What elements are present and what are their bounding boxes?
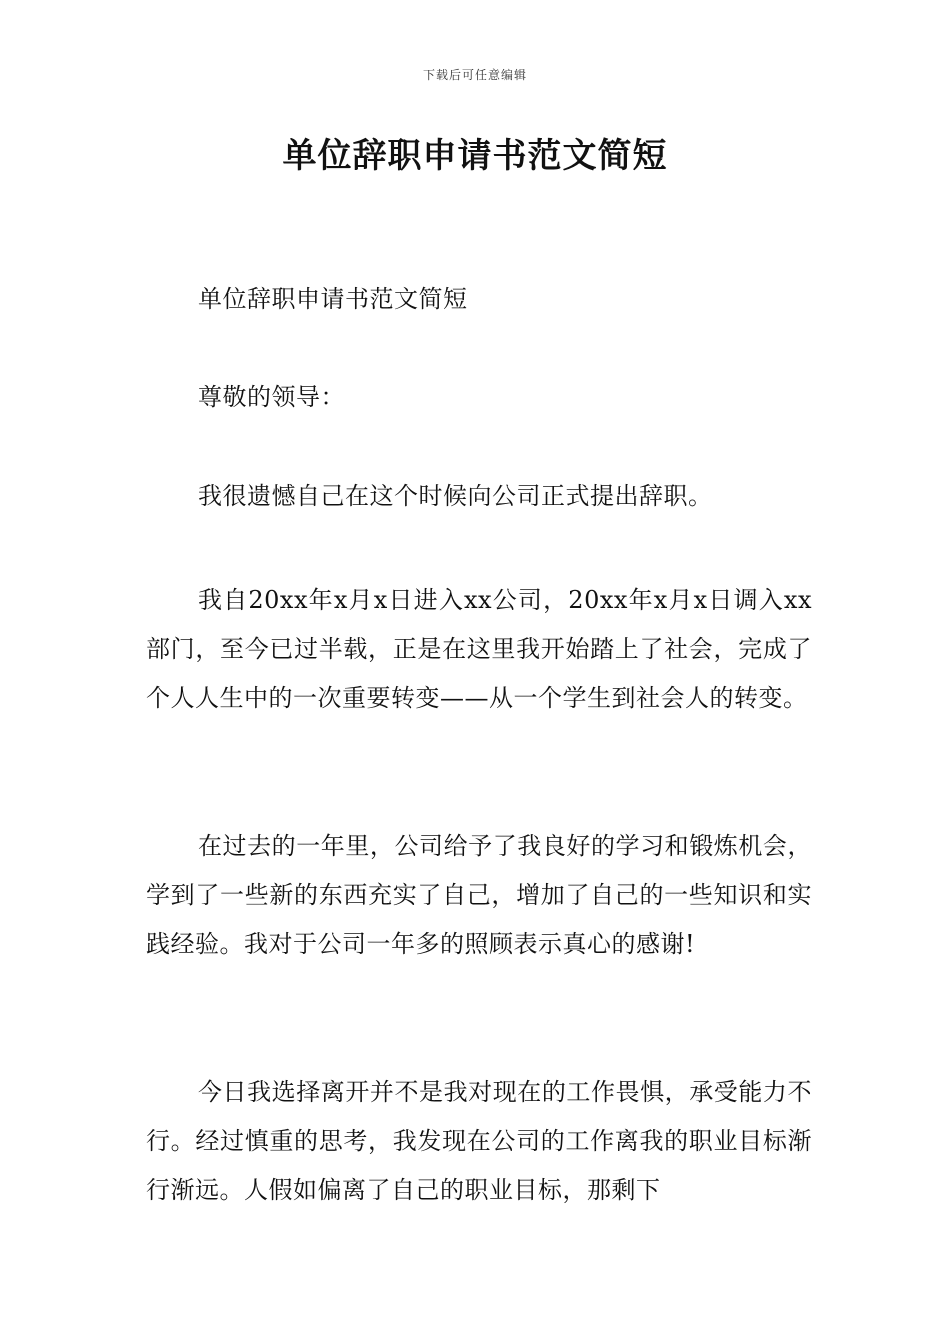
header-note: 下载后可任意编辑 bbox=[422, 68, 527, 82]
paragraph-body: 今日我选择离开并不是我对现在的工作畏惧，承受能力不行。经过慎重的思考，我发现在公司的工作离我的职业目标渐行渐远。人假如偏离了自己的职业目标，那剩下 bbox=[146, 1078, 812, 1204]
paragraph-body: 我自20xx年x月x日进入xx公司，20xx年x月x日调入xx部门，至今已过半载，正是在这里我开始踏上了社会，完成了个人人生中的一次重要转变——从一个学生到社会人的转变。 bbox=[146, 586, 812, 712]
paragraph-salutation: 尊敬的领导： bbox=[198, 383, 345, 411]
paragraph-subtitle: 单位辞职申请书范文简短 bbox=[198, 285, 468, 313]
paragraph-body: 我很遗憾自己在这个时候向公司正式提出辞职。 bbox=[198, 482, 713, 510]
paragraph-body: 在过去的一年里，公司给予了我良好的学习和锻炼机会，学到了一些新的东西充实了自己，增加了自己的一些知识和实践经验。我对于公司一年多的照顾表示真心的感谢! bbox=[146, 832, 812, 958]
document-title: 单位辞职申请书范文简短 bbox=[282, 136, 668, 176]
